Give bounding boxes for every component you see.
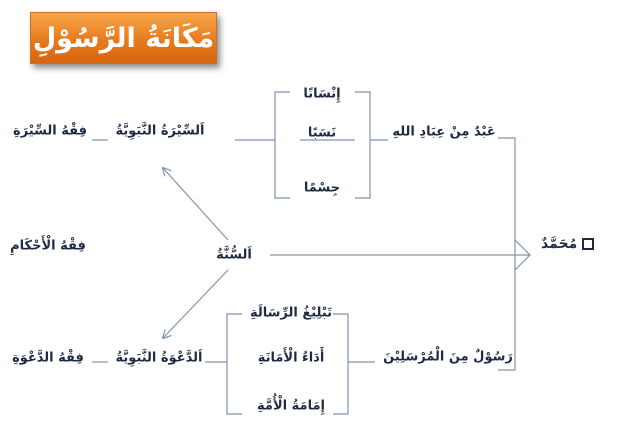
sunnah-label: اَلسُّنَّةُ [216,247,252,263]
lower-items-bracket [333,314,348,414]
upper-items-bracket [355,92,370,198]
square-bullet-icon [582,238,594,250]
upper-item-1: إِنْسَانًا [303,86,341,102]
lower-branch-label: رَسُوْلٌ مِنَ الْمُرْسَلِيْنَ [383,349,513,365]
fiqh-ahkam-label: فِقْهُ الْأَحْكَامِ [10,238,86,254]
upper-item-2: نَسَبًا [307,125,337,141]
upper-item-3: جِسْمًا [303,180,341,196]
root-node [541,232,594,256]
upper-left-bracket [275,92,290,198]
lower-left-bracket [227,314,242,414]
sunnah-to-sirah-arrow [163,168,228,240]
upper-branch-label: عَبْدٌ مِنْ عِبَادِ اللهِ [392,124,496,140]
sirah-label: اَلسِّيْرَةُ النَّبَوِيَّةُ [115,123,205,139]
fiqh-sirah-label: فِقْهُ السِّيْرَةِ [13,123,87,139]
page-title: مَكَانَةُ الرَّسُوْلِ [32,22,215,54]
lower-item-2: أَدَاءُ الْأَمَانَةِ [257,350,325,366]
dawah-label: اَلدَّعْوَةُ النَّبَوِيَّةُ [115,350,203,366]
root-label: مُحَمَّدٌ [541,236,578,252]
title-banner [30,12,217,64]
fiqh-dawah-label: فِقْهُ الدَّعْوَةِ [12,350,84,366]
root-bracket [498,138,515,370]
sunnah-to-dawah-arrow [163,270,228,338]
lower-item-1: تَبْلِيْغُ الرِّسَالَةِ [249,305,333,321]
lower-item-3: إِمَامَةُ الْأُمَّةِ [257,398,325,414]
